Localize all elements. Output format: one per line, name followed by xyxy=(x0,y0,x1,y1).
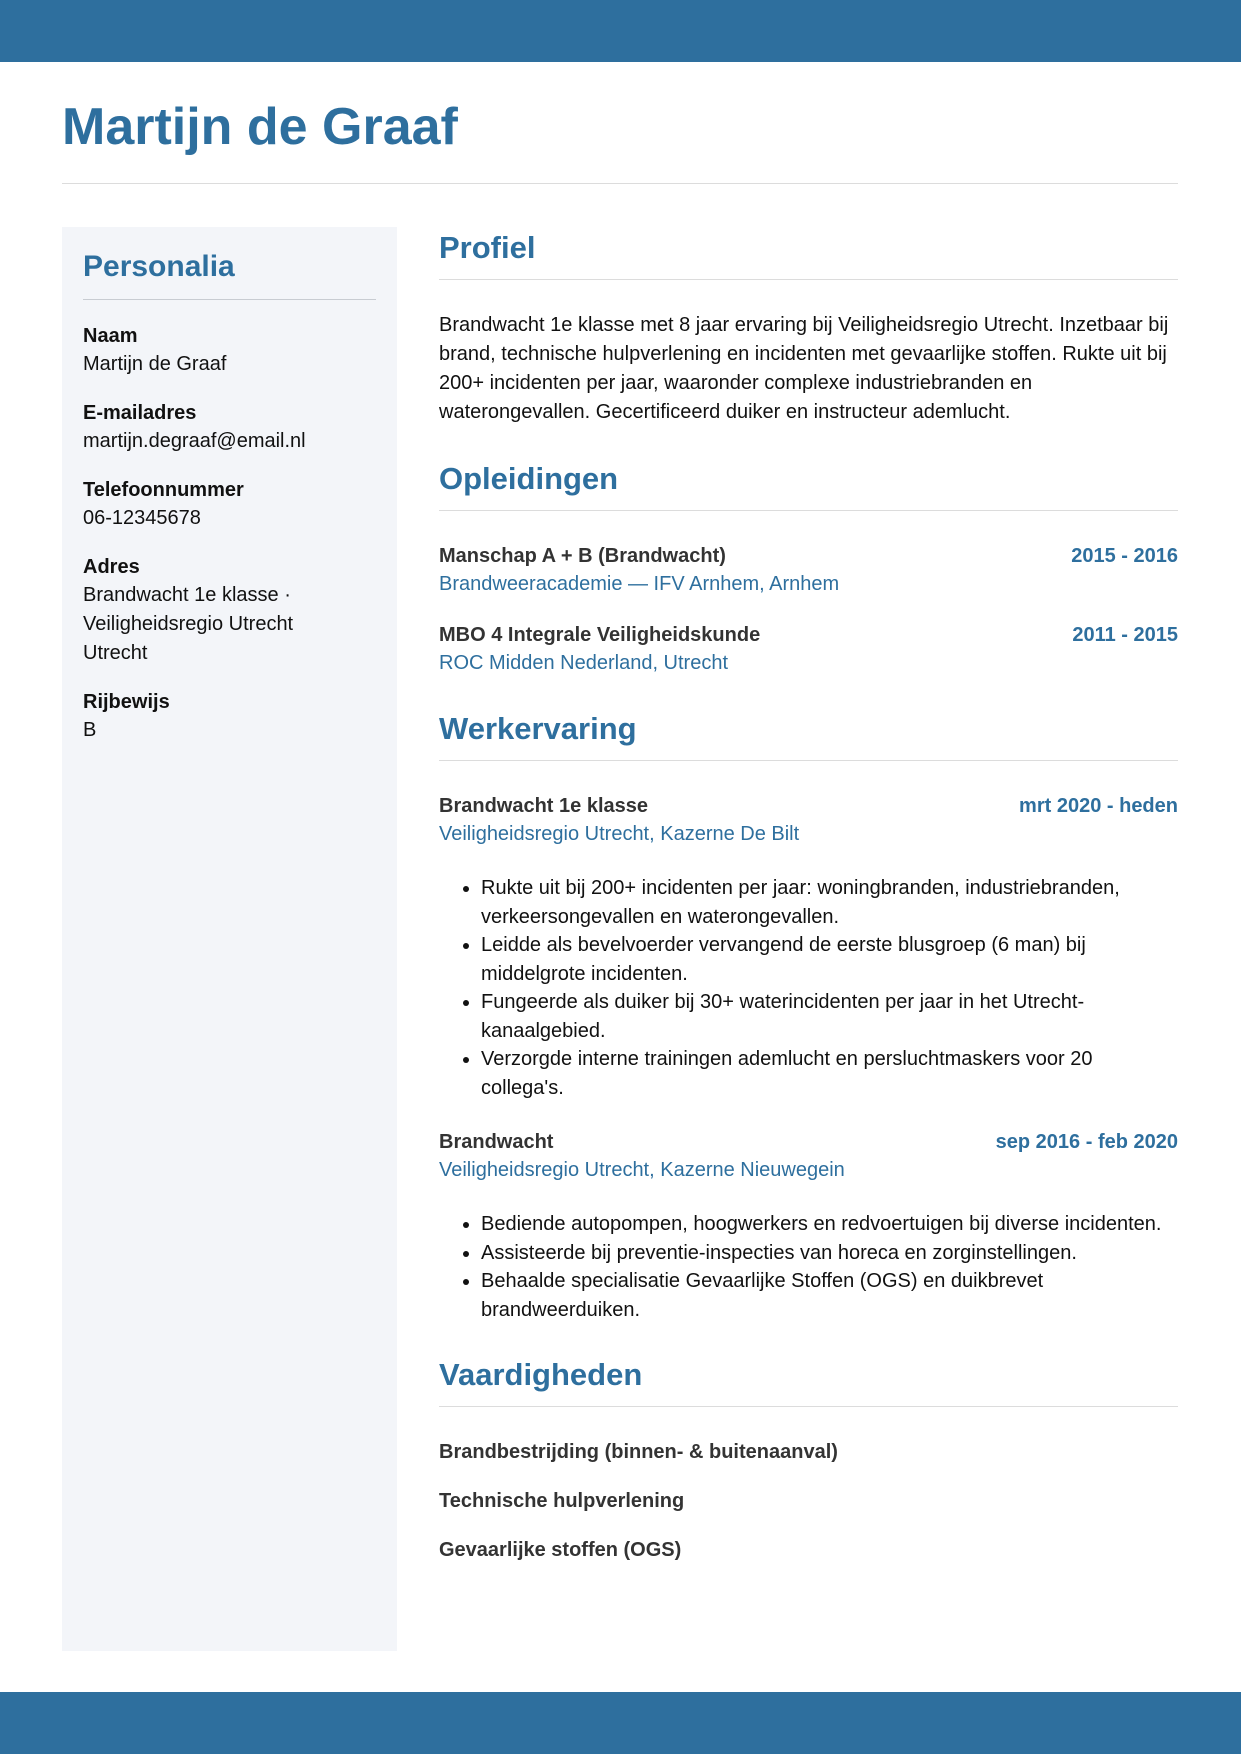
list-item: • Leidde als bevelvoerder vervangend de eerste blusgroep (6 man) bij middelgrote incidenten. xyxy=(481,931,1178,988)
field-label: E-mailadres xyxy=(83,402,197,424)
title-divider xyxy=(62,183,1178,184)
section-title: Profiel xyxy=(439,230,536,265)
field-label: Adres xyxy=(83,556,140,578)
field-license xyxy=(83,688,376,745)
education-entry xyxy=(439,621,1178,678)
education-section xyxy=(439,459,1178,678)
list-item: • Rukte uit bij 200+ incidenten per jaar: woningbranden, industriebranden, verkeersongevallen en waterongevallen. xyxy=(481,874,1178,931)
job-title: Brandwacht 1e klasse xyxy=(439,795,648,817)
list-item: • Verzorgde interne trainingen ademlucht en persluchtmaskers voor 20 collega's. xyxy=(481,1045,1178,1102)
field-phone xyxy=(83,476,376,533)
list-item: • Assisteerde bij preventie-inspecties van horeca en zorginstellingen. xyxy=(481,1239,1178,1268)
entry-institution: Brandweeracademie — IFV Arnhem, Arnhem xyxy=(439,573,840,595)
field-value: Martijn de Graaf xyxy=(83,353,227,375)
section-title: Opleidingen xyxy=(439,461,619,496)
experience-section xyxy=(439,709,1178,1324)
field-address xyxy=(83,553,376,668)
section-divider xyxy=(439,1406,1178,1407)
field-value-line: Veiligheidsregio Utrecht xyxy=(83,613,294,635)
job-entry xyxy=(439,792,1178,1102)
entry-title: Manschap A + B (Brandwacht) xyxy=(439,545,726,567)
field-value-line: Utrecht xyxy=(83,642,148,664)
job-date: mrt 2020 - heden xyxy=(1019,795,1178,817)
job-employer: Veiligheidsregio Utrecht, Kazerne Nieuwegein xyxy=(439,1159,845,1181)
profile-section xyxy=(439,228,1178,427)
list-item: • Bediende autopompen, hoogwerkers en redvoertuigen bij diverse incidenten. xyxy=(481,1210,1178,1239)
profile-text: Brandwacht 1e klasse met 8 jaar ervaring bij Veiligheidsregio Utrecht. Inzetbaar bij brand, technische hulpverlening en incidenten met gevaarlijke stoffen. Rukte uit bij 200+ incidenten per jaar, waaronder complexe industriebranden en waterongevallen. Gecertificeerd duiker en instructeur ademlucht. xyxy=(439,314,1169,423)
field-value: B xyxy=(83,719,97,741)
field-label: Telefoonnummer xyxy=(83,479,244,501)
field-label: Rijbewijs xyxy=(83,691,170,713)
entry-date: 2015 - 2016 xyxy=(1071,545,1178,567)
job-employer: Veiligheidsregio Utrecht, Kazerne De Bilt xyxy=(439,823,800,845)
field-email xyxy=(83,399,376,456)
header-band xyxy=(0,0,1241,62)
section-divider xyxy=(439,510,1178,511)
entry-date: 2011 - 2015 xyxy=(1072,624,1178,646)
field-value-line: Brandwacht 1e klasse · xyxy=(83,584,291,606)
section-title: Werkervaring xyxy=(439,711,637,746)
field-name xyxy=(83,322,376,379)
field-label: Naam xyxy=(83,325,138,347)
education-entry xyxy=(439,542,1178,599)
skill-item: Brandbestrijding (binnen- & buitenaanval) xyxy=(439,1441,838,1463)
skill-item: Technische hulpverlening xyxy=(439,1490,685,1512)
footer-band xyxy=(0,1692,1241,1754)
list-item: • Behaalde specialisatie Gevaarlijke Stoffen (OGS) en duikbrevet brandweerduiken. xyxy=(481,1267,1178,1324)
personalia-sidebar xyxy=(62,227,397,1651)
section-divider xyxy=(439,279,1178,280)
main-content xyxy=(439,228,1178,1585)
sidebar-title: Personalia xyxy=(83,250,235,283)
section-divider xyxy=(439,760,1178,761)
sidebar-divider xyxy=(83,299,376,300)
skill-item: Gevaarlijke stoffen (OGS) xyxy=(439,1539,682,1561)
job-bullets xyxy=(439,874,1178,1102)
entry-title: MBO 4 Integrale Veiligheidskunde xyxy=(439,624,761,646)
field-value: 06-12345678 xyxy=(83,507,201,529)
page-title: Martijn de Graaf xyxy=(62,98,458,156)
job-bullets xyxy=(439,1210,1178,1324)
field-value: martijn.degraaf@email.nl xyxy=(83,430,306,452)
list-item: • Fungeerde als duiker bij 30+ waterincidenten per jaar in het Utrecht-kanaalgebied. xyxy=(481,988,1178,1045)
section-title: Vaardigheden xyxy=(439,1357,643,1392)
job-entry xyxy=(439,1128,1178,1324)
entry-institution: ROC Midden Nederland, Utrecht xyxy=(439,652,729,674)
job-title: Brandwacht xyxy=(439,1131,554,1153)
job-date: sep 2016 - feb 2020 xyxy=(995,1131,1178,1153)
skills-section xyxy=(439,1355,1178,1564)
